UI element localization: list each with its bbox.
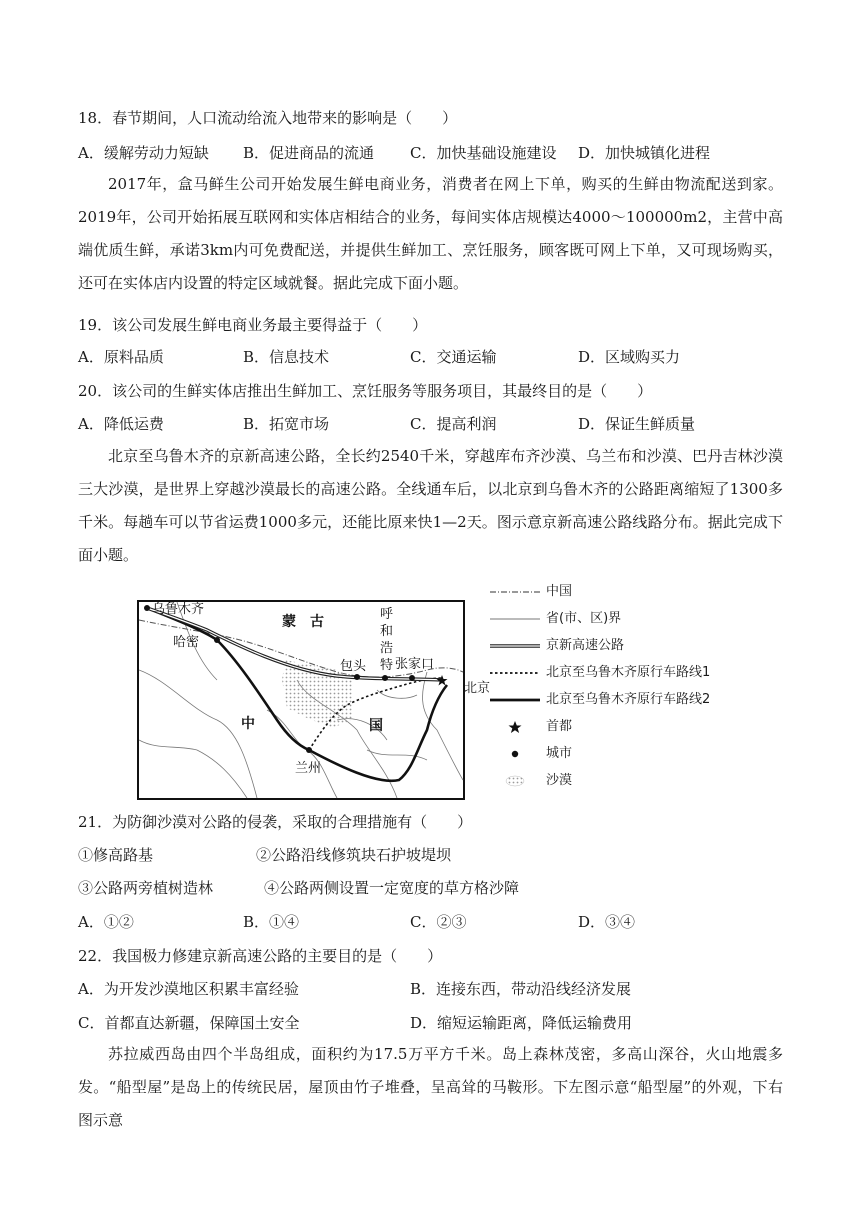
label-mongolia: 蒙 古 bbox=[282, 614, 324, 630]
desert-pattern-icon bbox=[488, 773, 542, 789]
star-icon bbox=[488, 719, 542, 735]
q22-option-d: D．缩短运输距离，降低运输费用 bbox=[410, 1014, 633, 1032]
city-lanzhou-dot bbox=[306, 747, 312, 753]
double-line-icon bbox=[488, 638, 542, 654]
question-18-stem: 18．春节期间，人口流动给流入地带来的影响是（ ） bbox=[78, 109, 458, 127]
q19-option-a: A．原料品质 bbox=[78, 348, 164, 366]
label-hami: 哈密 bbox=[173, 635, 200, 650]
q20-option-c: C．提高利润 bbox=[410, 415, 497, 433]
city-urumqi-dot bbox=[144, 605, 150, 611]
q20-option-a: A．降低运费 bbox=[78, 415, 164, 433]
q22-option-a: A．为开发沙漠地区积累丰富经验 bbox=[78, 980, 299, 998]
map-legend bbox=[488, 582, 768, 797]
q19-option-c: C．交通运输 bbox=[410, 348, 497, 366]
label-hohhot-2: 和 bbox=[380, 624, 394, 639]
question-19-stem: 19．该公司发展生鲜电商业务最主要得益于（ ） bbox=[78, 316, 428, 334]
dash-dot-line-icon bbox=[488, 584, 542, 600]
passage-sulawesi-boat-house: 苏拉威西岛由四个半岛组成，面积约为17.5万平方千米。岛上森林茂密，多高山深谷，火山地震多发。“船型屋”是岛上的传统民居，屋顶由竹子堆叠，呈高耸的马鞍形。下左图示意“船型屋”的外观，下右图示意 bbox=[78, 1045, 783, 1129]
city-baotou-dot bbox=[354, 674, 360, 680]
q20-option-b: B．拓宽市场 bbox=[243, 415, 330, 433]
question-21-stem: 21．为防御沙漠对公路的侵袭，采取的合理措施有（ ） bbox=[78, 813, 473, 831]
legend-item-route-1: 北京至乌鲁木齐原行车路线1 bbox=[488, 663, 768, 683]
passage-jingxin-expressway: 北京至乌鲁木齐的京新高速公路，全长约2540千米，穿越库布齐沙漠、乌兰布和沙漠、巴丹吉林沙漠三大沙漠，是世界上穿越沙漠最长的高速公路。全线通车后，以北京到乌鲁木齐的公路距离缩短了1300多千米。每趟车可以节省运费1000多元，还能比原来快1—2天。图示意京新高速公路线路分布。据此完成下面小题。 bbox=[78, 447, 783, 564]
label-urumqi: 乌鲁木齐 bbox=[152, 602, 205, 617]
q19-option-b: B．信息技术 bbox=[243, 348, 330, 366]
label-hohhot-1: 呼 bbox=[380, 607, 394, 622]
thick-line-icon bbox=[488, 692, 542, 708]
legend-item-expressway: 京新高速公路 bbox=[488, 636, 768, 656]
legend-item-desert: 沙漠 bbox=[488, 771, 768, 791]
label-china-zhong: 中 bbox=[241, 716, 255, 732]
q21-option-d: D．③④ bbox=[578, 913, 636, 931]
q21-measure-3: ③公路两旁植树造林 bbox=[78, 879, 214, 897]
q22-option-b: B．连接东西，带动沿线经济发展 bbox=[410, 980, 632, 998]
label-zhangjiakou: 张家口 bbox=[395, 657, 435, 672]
legend-item-china: 中国 bbox=[488, 582, 768, 602]
q21-measure-4: ④公路两侧设置一定宽度的草方格沙障 bbox=[264, 879, 520, 897]
passage-fresh-ecommerce: 2017年，盒马鲜生公司开始发展生鲜电商业务，消费者在网上下单，购买的生鲜由物流配送到家。2019年，公司开始拓展互联网和实体店相结合的业务，每间实体店规模达4000～100000m2，主营中高端优质生鲜，承诺3km内可免费配送，并提供生鲜加工、烹饪服务，顾客既可网上下单，又可现场购买，还可在实体店内设置的特定区域就餐。据此完成下面小题。 bbox=[78, 175, 783, 292]
q18-option-a: A．缓解劳动力短缺 bbox=[78, 144, 209, 162]
city-zhangjiakou-dot bbox=[409, 675, 415, 681]
label-china-guo: 国 bbox=[369, 718, 383, 734]
dotted-line-icon bbox=[488, 665, 542, 681]
q18-option-d: D．加快城镇化进程 bbox=[578, 144, 711, 162]
legend-item-province-boundary: 省(市、区)界 bbox=[488, 609, 768, 629]
q21-option-a: A．①② bbox=[78, 913, 134, 931]
q18-option-b: B．促进商品的流通 bbox=[243, 144, 375, 162]
legend-item-city: 城市 bbox=[488, 744, 768, 764]
label-hohhot-3: 浩 bbox=[380, 641, 394, 656]
q21-measure-2: ②公路沿线修筑块石护坡堤坝 bbox=[256, 846, 452, 864]
legend-item-capital: 首都 bbox=[488, 717, 768, 737]
label-baotou: 包头 bbox=[340, 659, 367, 674]
city-hohhot-dot bbox=[382, 675, 388, 681]
label-hohhot-4: 特 bbox=[380, 658, 394, 673]
q18-option-c: C．加快基础设施建设 bbox=[410, 144, 557, 162]
thin-line-icon bbox=[488, 611, 542, 627]
question-22-stem: 22．我国极力修建京新高速公路的主要目的是（ ） bbox=[78, 947, 443, 965]
label-beijing: 北京 bbox=[464, 681, 491, 696]
label-lanzhou: 兰州 bbox=[295, 761, 322, 776]
q21-option-b: B．①④ bbox=[243, 913, 300, 931]
dot-icon bbox=[488, 746, 542, 762]
q19-option-d: D．区域购买力 bbox=[578, 348, 681, 366]
q21-measure-1: ①修高路基 bbox=[78, 846, 154, 864]
q21-option-c: C．②③ bbox=[410, 913, 467, 931]
q22-option-c: C．首都直达新疆，保障国土安全 bbox=[78, 1014, 300, 1032]
question-20-stem: 20．该公司的生鲜实体店推出生鲜加工、烹饪服务等服务项目，其最终目的是（ ） bbox=[78, 382, 653, 400]
q20-option-d: D．保证生鲜质量 bbox=[578, 415, 696, 433]
city-hami-dot bbox=[214, 637, 220, 643]
legend-item-route-2: 北京至乌鲁木齐原行车路线2 bbox=[488, 690, 768, 710]
expressway-map bbox=[137, 600, 465, 800]
